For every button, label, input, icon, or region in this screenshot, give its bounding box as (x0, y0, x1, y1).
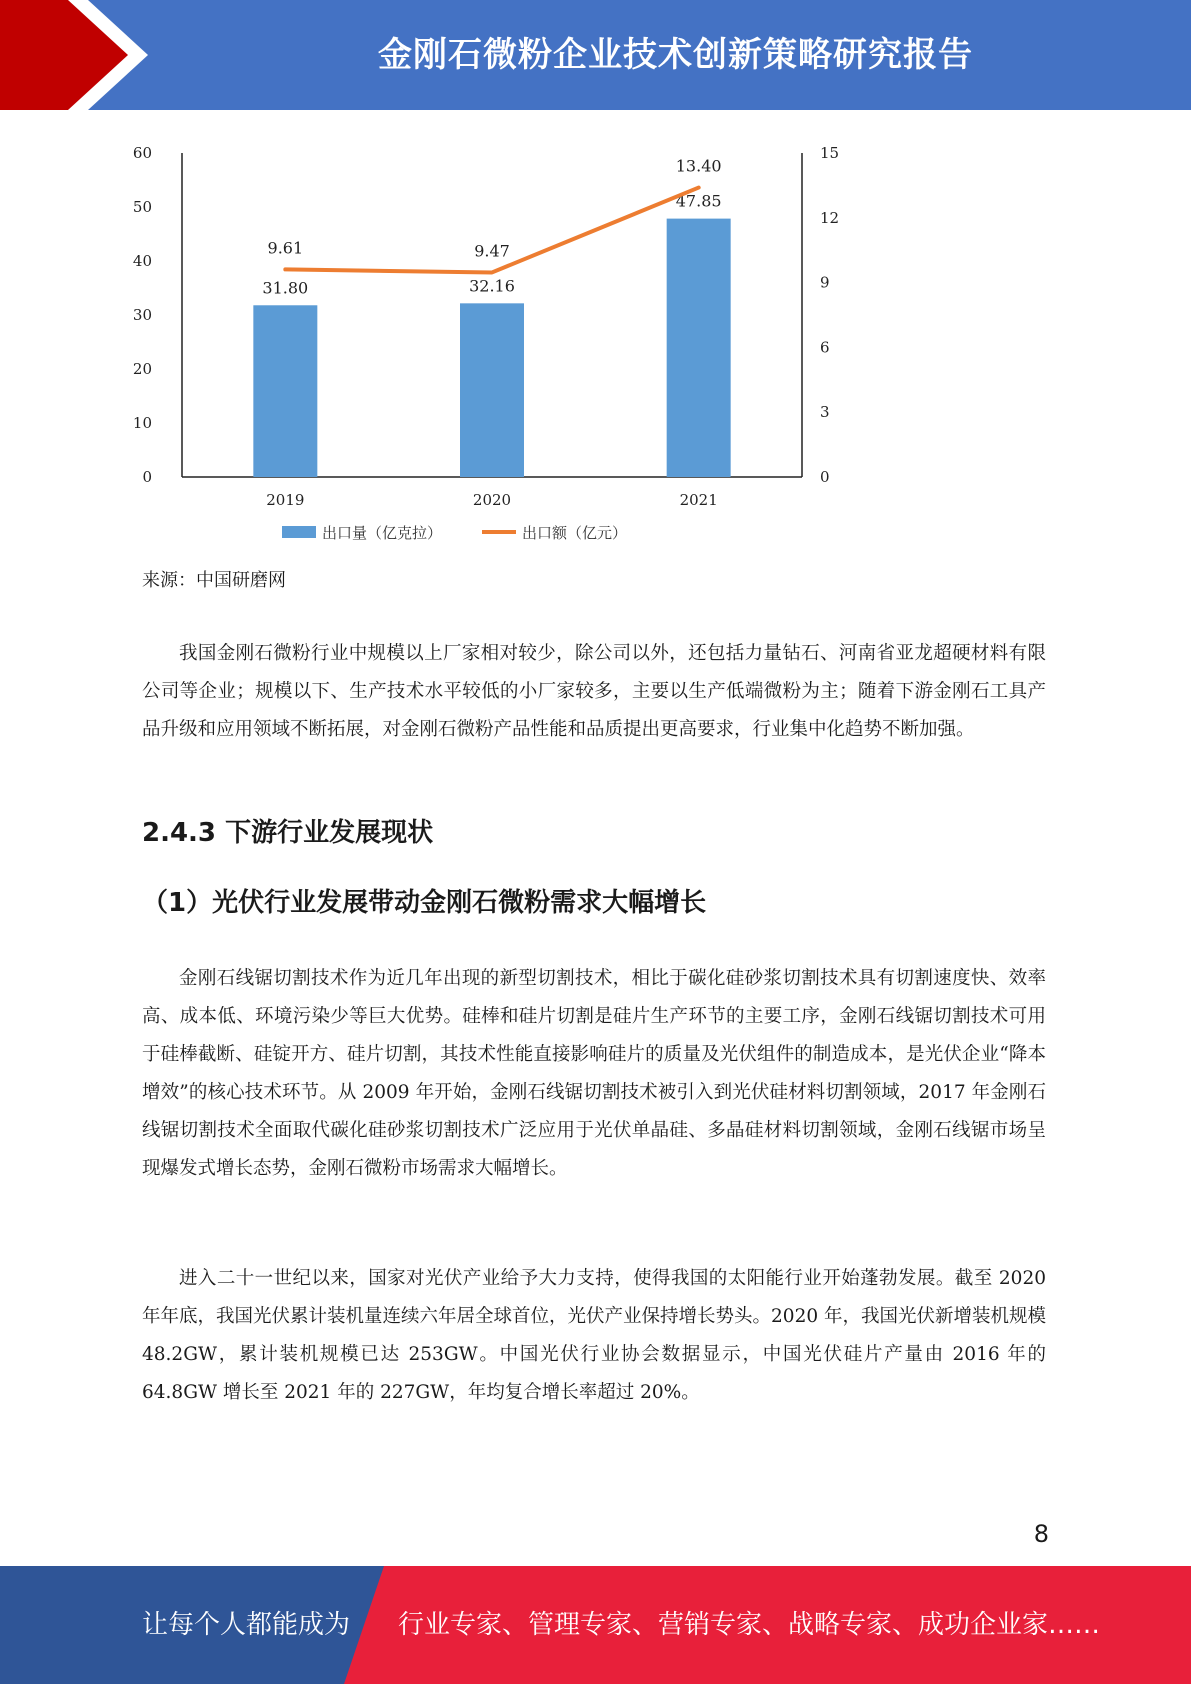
left-tick-label: 60 (132, 144, 152, 162)
line-point (697, 186, 700, 189)
right-tick-label: 6 (820, 338, 830, 357)
footer-slogan-right: 行业专家、管理专家、营销专家、战略专家、成功企业家…… (398, 1610, 1101, 1640)
line-data-label: 13.40 (675, 156, 722, 176)
bar (253, 305, 317, 477)
header-title: 金刚石微粉企业技术创新策略研究报告 (378, 35, 973, 75)
section-heading: 2.4.3 下游行业发展现状 (142, 818, 434, 848)
bar-data-label: 47.85 (675, 191, 722, 211)
paragraph-industry: 我国金刚石微粉行业中规模以上厂家相对较少，除公司以外，还包括力量钻石、河南省亚龙超硬材料有限公司等企业；规模以下、生产技术水平较低的小厂家较多，主要以生产低端微粉为主；随着下游金刚石工具产品升级和应用领域不断拓展，对金刚石微粉产品性能和品质提出更高要求，行业集中化趋势不断加强。 (142, 643, 1046, 740)
right-tick-label: 3 (820, 403, 830, 422)
right-tick-label: 15 (820, 144, 840, 162)
chart-svg (130, 135, 870, 555)
sub-heading: （1）光伏行业发展带动金刚石微粉需求大幅增长 (142, 888, 707, 918)
page-footer (0, 1566, 1191, 1684)
right-tick-label: 9 (820, 273, 830, 292)
bar-data-label: 31.80 (262, 278, 309, 298)
left-tick-label: 40 (132, 252, 152, 270)
page-header (0, 0, 1191, 110)
x-tick-label: 2019 (266, 491, 305, 509)
x-tick-label: 2020 (472, 491, 512, 509)
legend-label-bar: 出口量（亿克拉） (322, 524, 443, 542)
footer-slogan-left: 让每个人都能成为 (142, 1610, 351, 1640)
left-tick-label: 0 (142, 468, 152, 486)
left-tick-label: 50 (132, 198, 152, 216)
line-data-label: 9.47 (474, 241, 510, 261)
left-tick-label: 10 (132, 414, 152, 432)
bar (667, 219, 731, 477)
left-tick-label: 30 (132, 306, 152, 324)
left-tick-label: 20 (132, 360, 152, 378)
line-data-label: 9.61 (267, 238, 304, 258)
x-tick-label: 2021 (679, 491, 718, 509)
bar-data-label: 32.16 (469, 276, 515, 296)
line-point (284, 268, 287, 271)
right-tick-label: 12 (820, 208, 840, 227)
page-number: 8 (1033, 1520, 1049, 1548)
line-point (491, 271, 494, 274)
paragraph-photovoltaic: 进入二十一世纪以来，国家对光伏产业给予大力支持，使得我国的太阳能行业开始蓬勃发展。截至 2020 年年底，我国光伏累计装机量连续六年居全球首位，光伏产业保持增长势头。2020 年，我国光伏新增装机规模 48.2GW，累计装机规模已达 253GW。中国光伏行业协会数据显示，中国光伏硅片产量由 2016 年的 64.8GW 增长至 2021 年的 227GW，年均复合增长率超过 20%。 (142, 1268, 1046, 1403)
paragraph-diamond-wire: 金刚石线锯切割技术作为近几年出现的新型切割技术，相比于碳化硅砂浆切割技术具有切割速度快、效率高、成本低、环境污染少等巨大优势。硅棒和硅片切割是硅片生产环节的主要工序，金刚石线锯切割技术可用于硅棒截断、硅锭开方、硅片切割，其技术性能直接影响硅片的质量及光伏组件的制造成本，是光伏企业“降本增效”的核心技术环节。从 2009 年开始，金刚石线锯切割技术被引入到光伏硅材料切割领域，2017 年金刚石线锯切割技术全面取代碳化硅砂浆切割技术广泛应用于光伏单晶硅、多晶硅材料切割领域，金刚石线锯市场呈现爆发式增长态势，金刚石微粉市场需求大幅增长。 (142, 968, 1046, 1179)
legend-swatch-bar (282, 526, 316, 538)
right-tick-label: 0 (820, 468, 830, 486)
bar (460, 303, 524, 477)
export-chart (130, 135, 870, 555)
legend-label-line: 出口额（亿元） (522, 524, 628, 542)
chart-source: 来源：中国研磨网 (142, 570, 286, 591)
